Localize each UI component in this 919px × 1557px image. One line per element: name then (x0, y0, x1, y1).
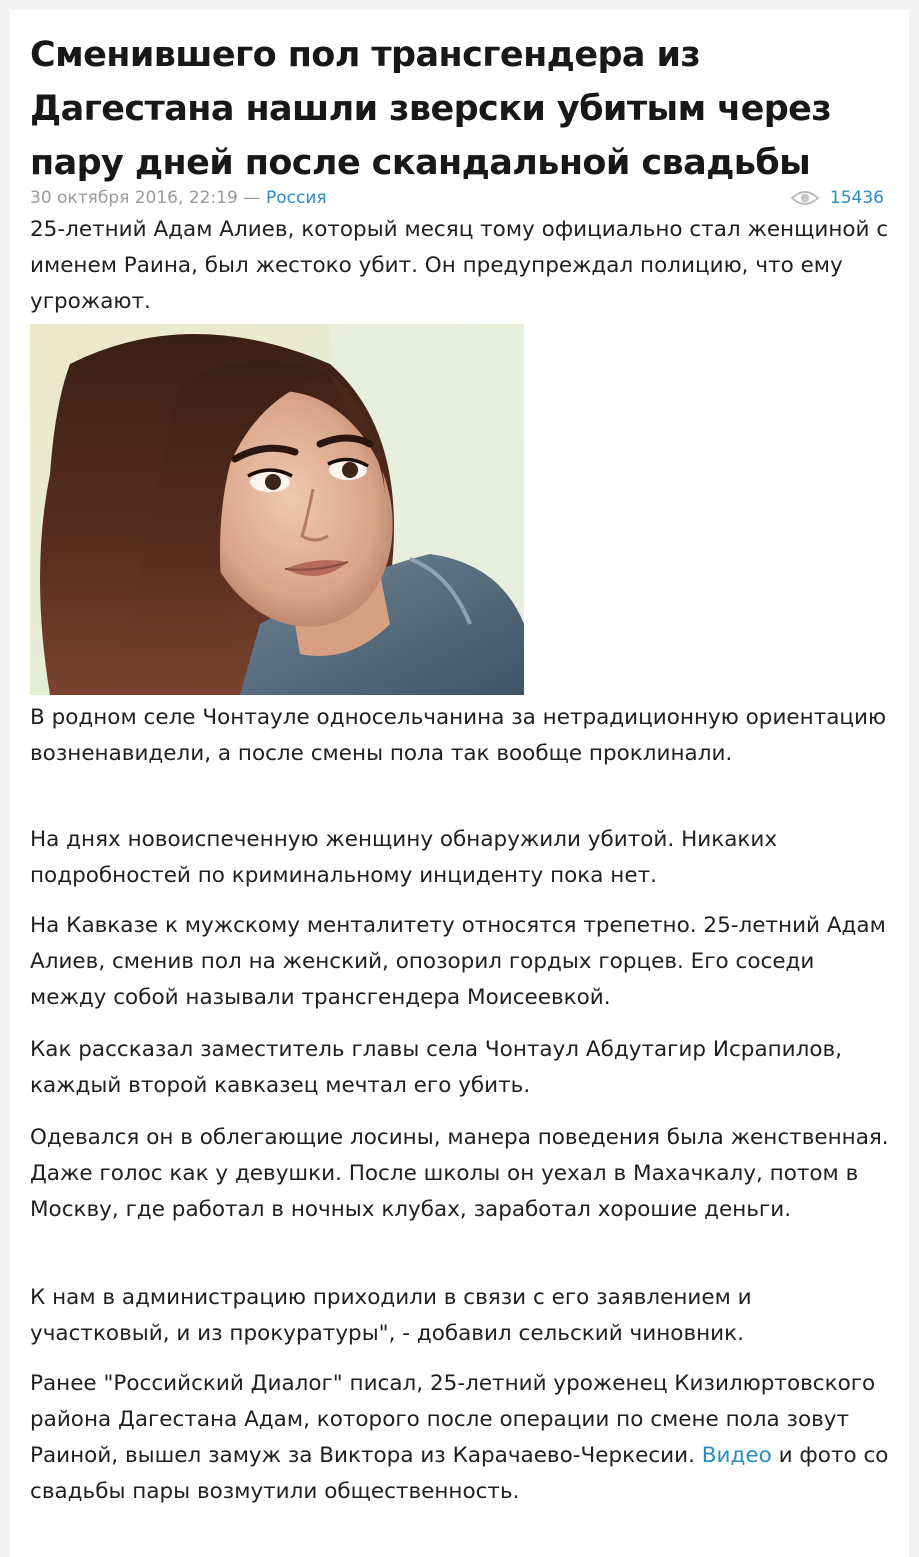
article-photo (30, 324, 524, 695)
paragraph-text: Ранее "Российский Диалог" писал, 25-летний уроженец Кизилюртовского района Дагестана Адам, которого после операции по смене пола зовут Раиной, вышел замуж за Виктора из Карачаево-Черкесии. (30, 1371, 876, 1468)
views-count: 15436 (829, 188, 884, 208)
article-date: 30 октября 2016, 22:19 — (30, 188, 261, 208)
article-title: Сменившего пол трансгендера из Дагестана нашли зверски убитым через пару дней после скандальной свадьбы (30, 35, 832, 183)
article-meta (30, 186, 884, 210)
article-paragraph: Как рассказал заместитель главы села Чонтаул Абдутагир Исрапилов, каждый второй кавказец мечтал его убить. (30, 1037, 843, 1098)
article-paragraph: К нам в администрацию приходили в связи с его заявлением и участковый, и из прокуратуры", - добавил сельский чиновник. (30, 1285, 752, 1346)
article-paragraph: В родном селе Чонтауле односельчанина за нетрадиционную ориентацию возненавидели, а после смены пола так вообще проклинали. (30, 705, 887, 766)
article-card (10, 10, 909, 1557)
video-link[interactable]: Видео (701, 1443, 772, 1468)
article-lead: 25-летний Адам Алиев, который месяц тому официально стал женщиной с именем Раина, был жестоко убит. Он предупреждал полицию, что ему угрожают. (30, 217, 889, 314)
article-paragraph: На Кавказе к мужскому менталитету относятся трепетно. 25-летний Адам Алиев, сменив пол на женский, опозорил гордых горцев. Его соседи между собой называли трансгендера Моисеевкой. (30, 913, 886, 1010)
section-link[interactable]: Россия (266, 188, 327, 208)
article-paragraph: На днях новоиспеченную женщину обнаружили убитой. Никаких подробностей по криминальному инциденту пока нет. (30, 827, 778, 888)
article-paragraph-last (30, 1366, 890, 1510)
paragraph-text: и фото со свадьбы пары возмутили общественность. (30, 1443, 889, 1504)
eye-icon (790, 188, 820, 208)
article-paragraph: Одевался он в облегающие лосины, манера поведения была женственная. Даже голос как у девушки. После школы он уехал в Махачкалу, потом в Москву, где работал в ночных клубах, заработал хорошие деньги. (30, 1125, 889, 1222)
